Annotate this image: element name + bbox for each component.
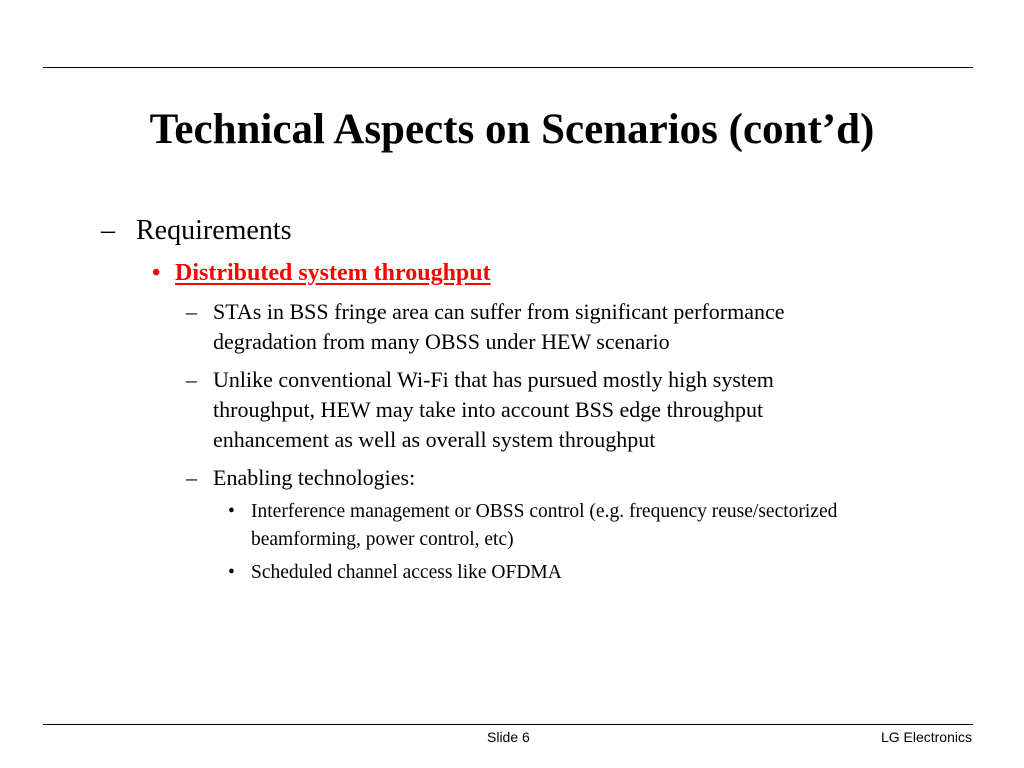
slide-title: Technical Aspects on Scenarios (cont’d) [149, 106, 875, 153]
slide-number: Slide 6 [487, 729, 530, 745]
dash-marker: – [101, 215, 115, 246]
bullet-marker: • [228, 501, 235, 522]
bullet-marker: • [228, 562, 235, 583]
bullet-text-line: STAs in BSS fringe area can suffer from significant performance [213, 299, 785, 324]
bullet-marker: • [152, 260, 161, 286]
bullet-text-line: Scheduled channel access like OFDMA [251, 562, 562, 583]
bottom-divider [43, 724, 973, 725]
bullet-text-line: beamforming, power control, etc) [251, 529, 514, 550]
bullet-text-line: Interference management or OBSS control (e.g. frequency reuse/sectorized [251, 501, 838, 522]
bullet-text-line: Unlike conventional Wi-Fi that has pursued mostly high system [213, 367, 774, 392]
bullet-text: Distributed system throughput [175, 260, 491, 286]
top-divider [43, 67, 973, 68]
bullet-text-line: Enabling technologies: [213, 465, 416, 490]
bullet-text-line: enhancement as well as overall system throughput [213, 427, 656, 452]
bullet-text-line: throughput, HEW may take into account BSS edge throughput [213, 397, 764, 422]
bullet-text: Requirements [136, 215, 292, 246]
dash-marker: – [186, 299, 197, 324]
dash-marker: – [186, 465, 197, 490]
company-name: LG Electronics [880, 729, 972, 745]
bullet-text-line: degradation from many OBSS under HEW scenario [213, 329, 670, 354]
dash-marker: – [186, 367, 197, 392]
